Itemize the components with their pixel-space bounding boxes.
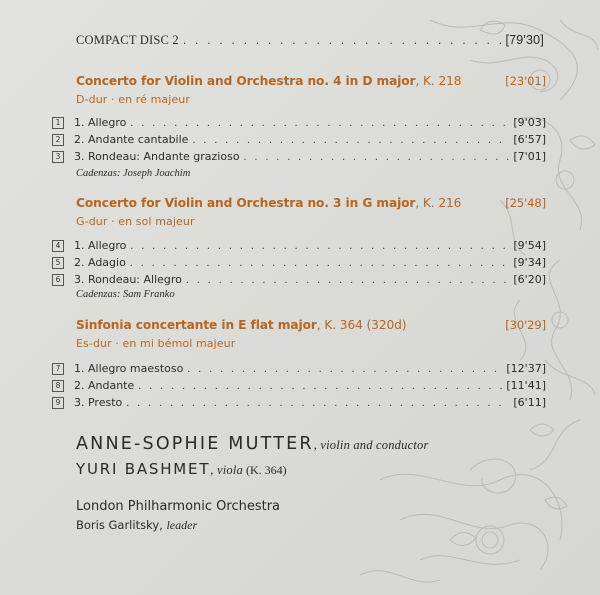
work-duration: [25'48] (505, 196, 546, 210)
catalogue-number: , K. 216 (415, 196, 462, 210)
track-row (52, 116, 546, 130)
track-row (52, 396, 546, 410)
track-number: 2 (52, 134, 64, 146)
cadenzas-credit: Cadenzas: Sam Franko (76, 289, 175, 300)
disc-duration: [79'30] (505, 33, 544, 47)
work-title-concerto-3 (76, 196, 546, 210)
track-title: 2. Adagio (74, 256, 126, 269)
track-row (52, 150, 546, 164)
leader-name: Boris Garlitsky, (76, 518, 167, 532)
track-duration: [11'41] (506, 379, 546, 392)
track-duration: [6'11] (513, 396, 546, 409)
dot-leader (192, 134, 509, 146)
orchestra-leader (76, 518, 197, 533)
track-number: 8 (52, 380, 64, 392)
track-row (52, 379, 546, 393)
disc-header-row (76, 33, 544, 48)
dot-leader (186, 274, 509, 286)
track-duration: [9'34] (513, 256, 546, 269)
performer-mutter (76, 434, 429, 454)
cadenzas-credit: Cadenzas: Joseph Joachim (76, 168, 191, 179)
work-title-text: Concerto for Violin and Orchestra no. 4 in D major (76, 74, 416, 88)
work-duration: [30'29] (505, 318, 546, 332)
performer-note: (K. 364) (242, 463, 287, 477)
dot-leader (183, 33, 502, 47)
leader-role: leader (166, 518, 198, 532)
performer-bashmet (76, 459, 287, 478)
track-title: 3. Presto (74, 396, 123, 409)
performer-name: ANNE-SOPHIE MUTTER (76, 434, 314, 454)
track-title: 1. Allegro (74, 239, 127, 252)
track-number: 7 (52, 363, 64, 375)
track-title: 2. Andante cantabile (74, 133, 189, 146)
catalogue-number: , K. 218 (415, 74, 462, 88)
work-key-subtitle: G-dur · en sol majeur (76, 215, 195, 228)
performer-name: YURI BASHMET (76, 460, 211, 478)
work-duration: [23'01] (505, 74, 546, 88)
track-row (52, 239, 546, 253)
track-row (52, 256, 546, 270)
work-title-sinfonia (76, 318, 546, 332)
track-duration: [7'01] (513, 150, 546, 163)
track-number: 5 (52, 257, 64, 269)
track-title: 3. Rondeau: Allegro (74, 273, 182, 286)
dot-leader (126, 397, 509, 409)
track-title: 1. Allegro (74, 116, 127, 129)
dot-leader (244, 151, 510, 163)
track-number: 4 (52, 240, 64, 252)
track-title: 2. Andante (74, 379, 135, 392)
track-number: 3 (52, 151, 64, 163)
track-number: 9 (52, 397, 64, 409)
work-title-text: Sinfonia concertante in E flat major (76, 318, 317, 332)
track-title: 1. Allegro maestoso (74, 362, 184, 375)
work-title-concerto-4 (76, 74, 546, 88)
track-row (52, 133, 546, 147)
dot-leader (130, 257, 510, 269)
dot-leader (187, 363, 502, 375)
track-number: 1 (52, 117, 64, 129)
work-title-text: Concerto for Violin and Orchestra no. 3 in G major (76, 196, 416, 210)
track-duration: [6'57] (513, 133, 546, 146)
orchestra-name: London Philharmonic Orchestra (76, 499, 281, 514)
track-duration: [6'20] (513, 273, 546, 286)
performer-role: , violin and conductor (313, 438, 429, 452)
track-duration: [9'03] (513, 116, 546, 129)
track-row (52, 273, 546, 287)
performer-role: , viola (210, 463, 243, 477)
work-key-subtitle: D-dur · en ré majeur (76, 93, 190, 106)
dot-leader (130, 240, 509, 252)
track-duration: [9'54] (513, 239, 546, 252)
track-duration: [12'37] (506, 362, 546, 375)
track-number: 6 (52, 274, 64, 286)
dot-leader (130, 117, 509, 129)
track-row (52, 362, 546, 376)
track-title: 3. Rondeau: Andante grazioso (74, 150, 240, 163)
dot-leader (138, 380, 502, 392)
disc-label: COMPACT DISC 2 (76, 33, 179, 47)
catalogue-number: , K. 364 (320d) (316, 318, 407, 332)
work-key-subtitle: Es-dur · en mi bémol majeur (76, 337, 236, 350)
